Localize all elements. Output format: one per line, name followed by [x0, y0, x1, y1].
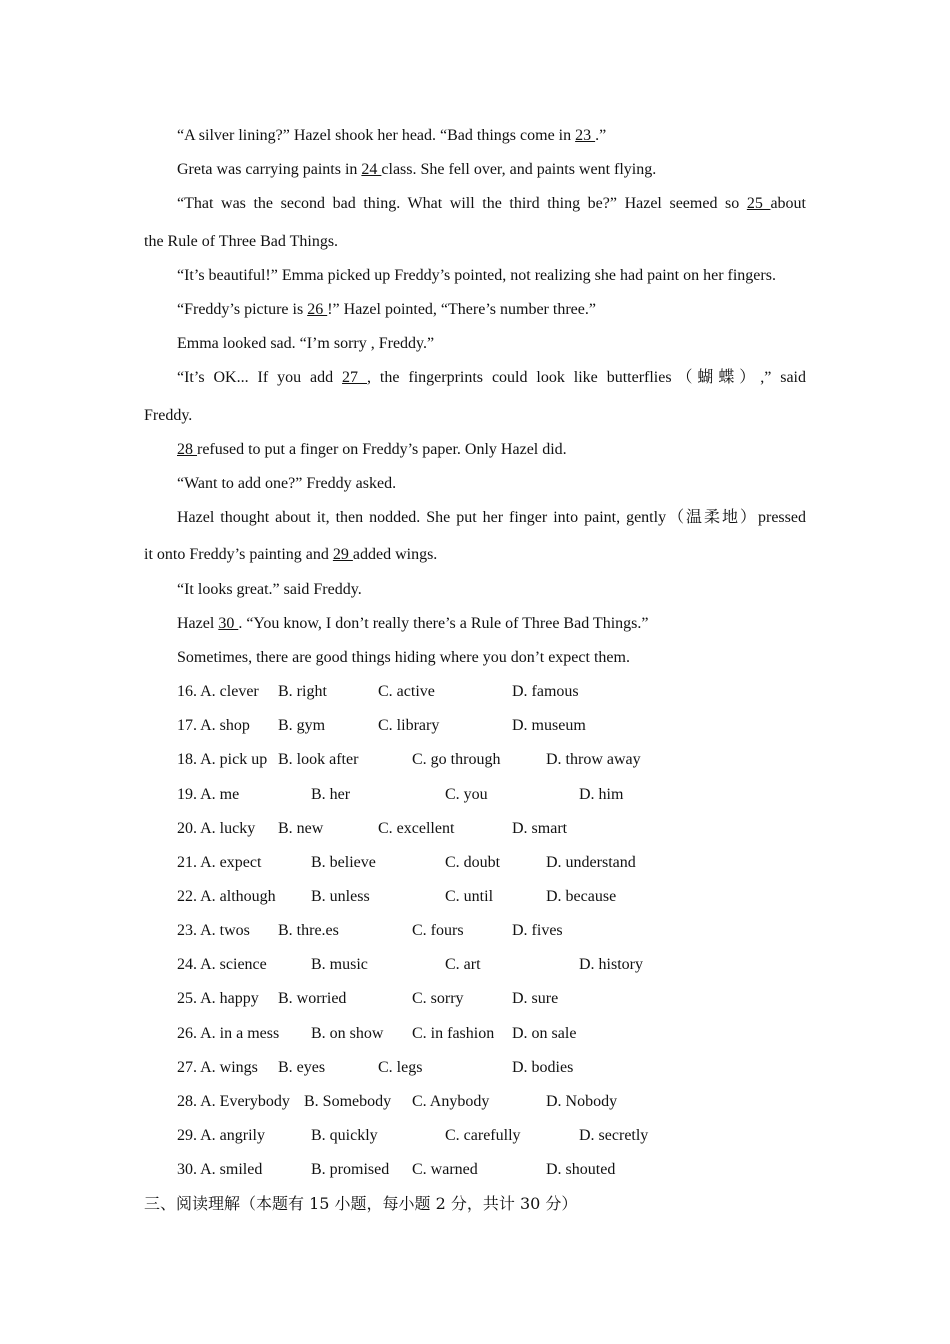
text: “It’s OK... If you add	[177, 369, 343, 386]
option-b: B. Somebody	[304, 1093, 392, 1110]
option-c: C. in fashion	[412, 1025, 495, 1042]
passage-line-12	[177, 614, 648, 634]
text: “A silver lining?” Hazel shook her head. “Bad things come in	[177, 127, 576, 144]
text: “Freddy’s picture is	[177, 301, 308, 318]
option-c: C. library	[378, 717, 440, 734]
passage-line-11: “It looks great.” said Freddy.	[177, 581, 362, 598]
option-c: C. you	[445, 786, 488, 803]
option-d: D. secretly	[579, 1127, 649, 1144]
text: .”	[595, 127, 607, 144]
text: , the fingerprints could look like butterflies（蝴蝶）,” said	[366, 369, 807, 386]
option-a: 17. A. shop	[177, 717, 250, 734]
option-b: B. her	[311, 786, 351, 803]
option-c: C. fours	[412, 922, 464, 939]
option-c: C. doubt	[445, 854, 501, 871]
option-c: C. sorry	[412, 990, 464, 1007]
text: “That was the second bad thing. What will the third thing be?” Hazel seemed so	[177, 195, 747, 212]
text: . “You know, I don’t really there’s a Rule of Three Bad Things.”	[238, 615, 649, 632]
option-d: D. history	[579, 956, 643, 973]
text: !” Hazel pointed, “There’s number three.”	[327, 301, 596, 318]
option-b: B. promised	[311, 1161, 390, 1178]
passage-line-10: Hazel thought about it, then nodded. She put her finger into paint, gently（温柔地）pressed	[177, 509, 806, 526]
passage-line-13: Sometimes, there are good things hiding where you don’t expect them.	[177, 649, 630, 666]
option-b: B. worried	[278, 990, 347, 1007]
option-b: B. quickly	[311, 1127, 378, 1144]
option-c: C. active	[378, 683, 435, 700]
text: Hazel	[177, 615, 219, 632]
blank-26: 26	[307, 301, 328, 318]
option-a: 30. A. smiled	[177, 1161, 263, 1178]
option-a: 24. A. science	[177, 956, 267, 973]
passage-line-9: “Want to add one?” Freddy asked.	[177, 475, 397, 492]
passage-line-10-cont	[144, 545, 437, 565]
option-b: B. unless	[311, 888, 370, 905]
passage-line-6: Emma looked sad. “I’m sorry , Freddy.”	[177, 335, 435, 352]
passage-line-7-cont: Freddy.	[144, 407, 193, 424]
option-c: C. carefully	[445, 1127, 521, 1144]
option-a: 28. A. Everybody	[177, 1093, 290, 1110]
text: class. She fell over, and paints went flying.	[381, 161, 657, 178]
option-a: 21. A. expect	[177, 854, 262, 871]
passage-line-8	[177, 440, 567, 460]
option-b: B. on show	[311, 1025, 384, 1042]
option-a: 29. A. angrily	[177, 1127, 265, 1144]
option-b: B. new	[278, 820, 324, 837]
option-c: C. Anybody	[412, 1093, 490, 1110]
option-c: C. until	[445, 888, 494, 905]
option-a: 25. A. happy	[177, 990, 259, 1007]
option-d: D. on sale	[512, 1025, 577, 1042]
option-d: D. Nobody	[546, 1093, 618, 1110]
option-c: C. legs	[378, 1059, 423, 1076]
option-a: 27. A. wings	[177, 1059, 258, 1076]
option-d: D. museum	[512, 717, 586, 734]
text: added wings.	[352, 546, 438, 563]
option-c: C. art	[445, 956, 481, 973]
passage-line-2	[177, 160, 656, 180]
option-b: B. right	[278, 683, 327, 700]
blank-23: 23	[575, 127, 596, 144]
option-b: B. look after	[278, 751, 359, 768]
option-c: C. go through	[412, 751, 501, 768]
option-b: B. music	[311, 956, 368, 973]
option-a: 18. A. pick up	[177, 751, 268, 768]
section-heading: 三、阅读理解（本题有 15 小题，每小题 2 分，共计 30 分）	[144, 1194, 578, 1213]
option-a: 20. A. lucky	[177, 820, 256, 837]
option-a: 26. A. in a mess	[177, 1025, 280, 1042]
option-a: 22. A. although	[177, 888, 276, 905]
option-a: 16. A. clever	[177, 683, 259, 700]
text: about	[770, 195, 806, 212]
text: Greta was carrying paints in	[177, 161, 362, 178]
blank-27: 27	[342, 369, 367, 386]
option-d: D. fives	[512, 922, 563, 939]
option-a: 19. A. me	[177, 786, 240, 803]
option-a: 23. A. twos	[177, 922, 250, 939]
option-b: B. gym	[278, 717, 326, 734]
option-d: D. throw away	[546, 751, 641, 768]
passage-line-5	[177, 300, 596, 320]
option-d: D. famous	[512, 683, 579, 700]
option-b: B. believe	[311, 854, 376, 871]
blank-24: 24	[361, 161, 382, 178]
text: refused to put a finger on Freddy’s paper. Only Hazel did.	[197, 441, 567, 458]
text: it onto Freddy’s painting and	[144, 546, 333, 563]
option-d: D. understand	[546, 854, 636, 871]
option-d: D. smart	[512, 820, 568, 837]
option-d: D. shouted	[546, 1161, 616, 1178]
option-c: C. warned	[412, 1161, 478, 1178]
option-c: C. excellent	[378, 820, 455, 837]
blank-25: 25	[746, 195, 771, 212]
option-d: D. bodies	[512, 1059, 574, 1076]
passage-line-4: “It’s beautiful!” Emma picked up Freddy’s pointed, not realizing she had paint on her fingers.	[177, 267, 776, 284]
passage-line-3	[177, 194, 806, 214]
blank-30: 30	[218, 615, 239, 632]
passage-line-1	[177, 126, 606, 146]
blank-28: 28	[177, 441, 197, 458]
option-d: D. because	[546, 888, 617, 905]
option-b: B. thre.es	[278, 922, 339, 939]
passage-line-7	[177, 368, 806, 388]
option-b: B. eyes	[278, 1059, 326, 1076]
option-d: D. him	[579, 786, 624, 803]
blank-29: 29	[332, 546, 353, 563]
passage-line-3-cont: the Rule of Three Bad Things.	[144, 233, 339, 250]
option-d: D. sure	[512, 990, 559, 1007]
